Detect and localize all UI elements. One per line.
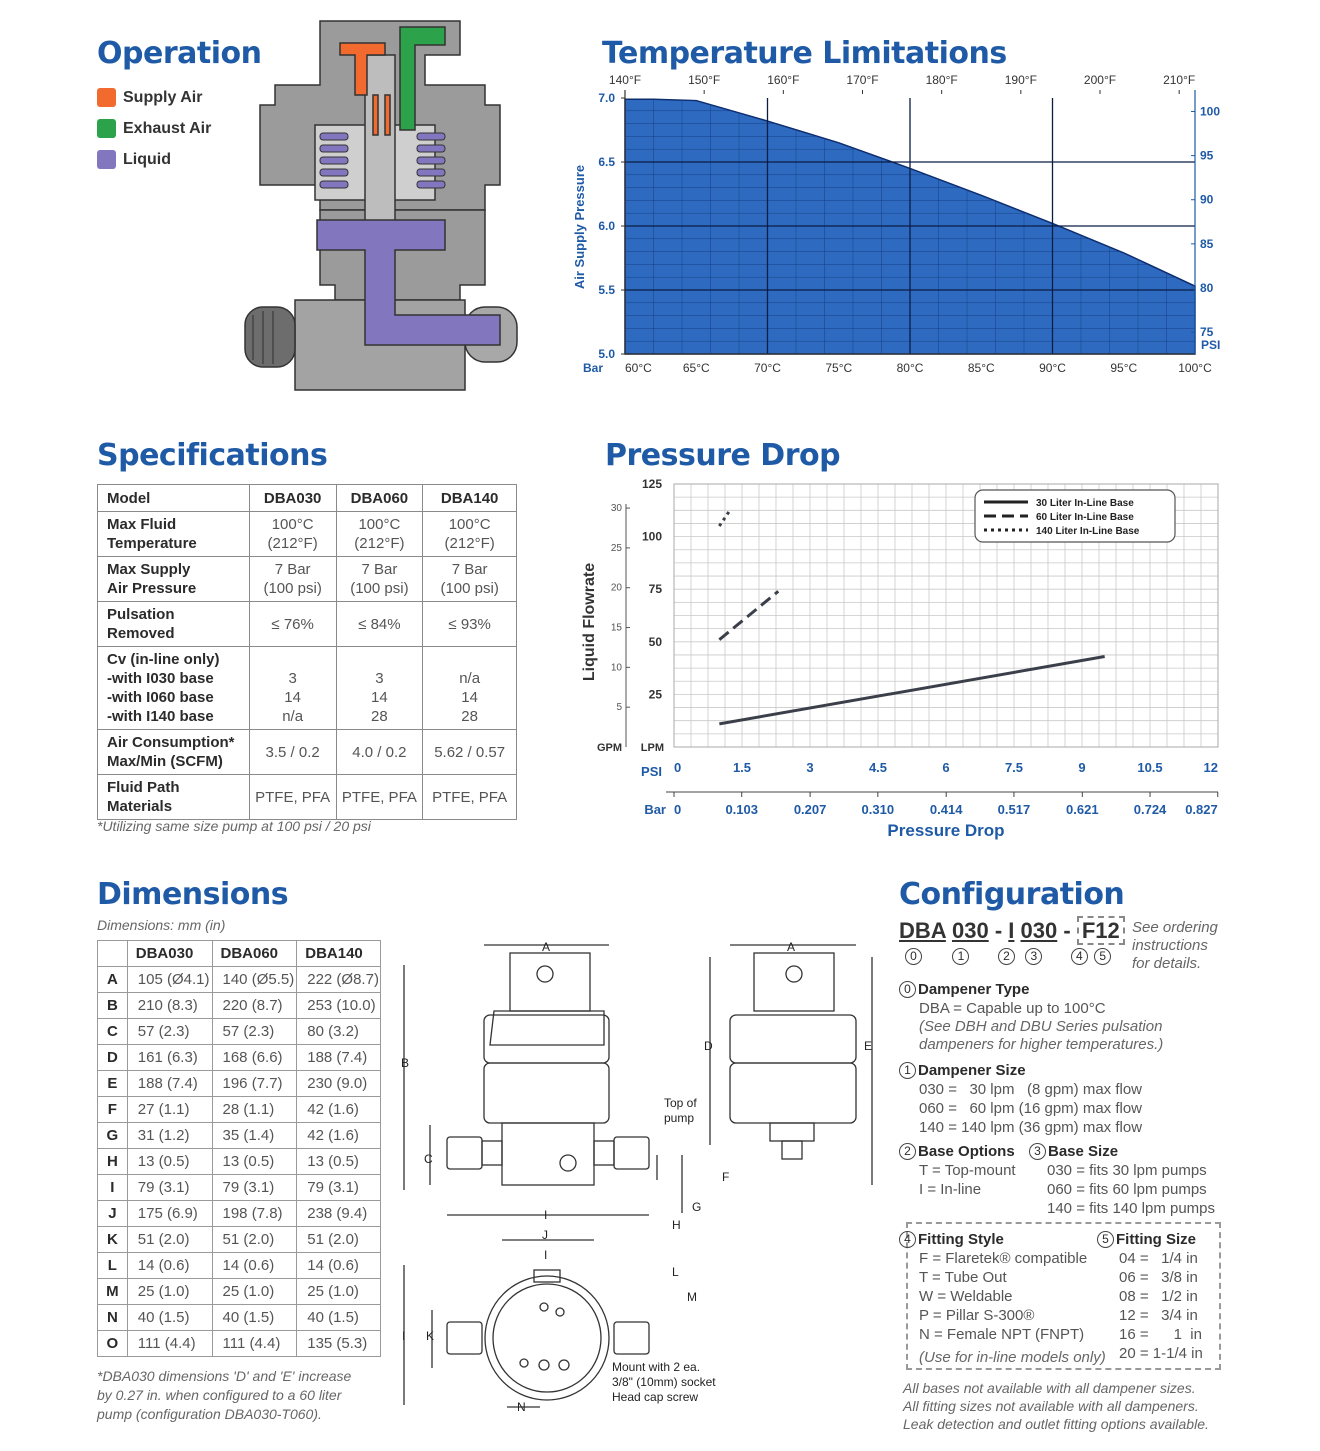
spec-row-label: Air Consumption* Max/Min (SCFM) <box>98 730 250 775</box>
dim-cell: 79 (3.1) <box>297 1175 381 1201</box>
temperature-y-label: Air Supply Pressure <box>572 164 587 290</box>
dim-cell: 51 (2.0) <box>212 1227 297 1253</box>
temperature-y-tick: 6.5 <box>598 155 615 169</box>
specifications-table <box>97 484 517 820</box>
temperature-x-tick: 65°C <box>682 361 710 375</box>
dim-cell: 168 (6.6) <box>212 1045 297 1071</box>
dim-row <box>98 1279 381 1305</box>
mount-label-1: Mount with 2 ea. <box>612 1360 701 1374</box>
temperature-x-tick: 80°C <box>896 361 924 375</box>
lpm-tick: 100 <box>641 529 662 544</box>
pressure-drop-y-label: Liquid Flowrate <box>581 562 598 682</box>
code-number: 3 <box>1025 948 1042 965</box>
spec-cell: 4.0 / 0.2 <box>336 730 423 775</box>
config-option-line: 030 = fits 30 lpm pumps <box>1047 1162 1207 1179</box>
config-option-line: 060 = fits 60 lpm pumps <box>1047 1181 1207 1198</box>
dim-cell: 111 (4.4) <box>212 1331 297 1357</box>
dim-row <box>98 1305 381 1331</box>
spec-row <box>98 512 517 557</box>
temperature-x-tick: 100°C <box>1178 361 1212 375</box>
spec-cell: 7 Bar (100 psi) <box>336 557 423 602</box>
dim-label-g: G <box>692 1200 702 1214</box>
section-number: 2 <box>899 1143 916 1160</box>
legend-entry: 30 Liter In-Line Base <box>1036 498 1134 509</box>
dim-key: D <box>98 1045 128 1071</box>
dim-cell: 198 (7.8) <box>212 1201 297 1227</box>
spec-row-label: Fluid Path Materials <box>98 775 250 820</box>
gpm-label: GPM <box>596 742 622 754</box>
psi-tick: 1.5 <box>732 760 752 775</box>
spec-cell: ≤ 76% <box>249 602 336 647</box>
spec-cell: PTFE, PFA <box>249 775 336 820</box>
dim-row <box>98 1175 381 1201</box>
config-option-line: W = Weldable <box>919 1288 1013 1305</box>
code-sep: - <box>1063 918 1071 943</box>
spec-row <box>98 647 517 730</box>
spec-row <box>98 730 517 775</box>
dim-cell: 188 (7.4) <box>297 1045 381 1071</box>
code-part: DBA <box>899 918 946 943</box>
exhaust-air-swatch <box>97 119 116 138</box>
spec-cell: 3.5 / 0.2 <box>249 730 336 775</box>
dim-row <box>98 967 381 993</box>
temperature-y-tick: 7.0 <box>598 91 615 105</box>
psi-tick: 3 <box>806 760 814 775</box>
psi-tick: 0 <box>674 760 682 775</box>
dim-header: DBA030 <box>127 941 212 967</box>
dampener-size-section <box>899 1061 1142 1137</box>
temperature-y-tick: 5.5 <box>598 283 615 297</box>
dim-label-i-bottom: I <box>544 1248 548 1262</box>
config-option-line: 20 = 1-1/4 in <box>1119 1345 1203 1362</box>
section-title: Base Options <box>918 1143 1015 1160</box>
dimensions-table <box>97 940 381 1357</box>
configuration-footnote: All bases not available with all dampener sizes. All fitting sizes not available with all dampeners. Leak detection and outlet fitting options available. <box>903 1380 1209 1432</box>
dampener-type-line: DBA = Capable up to 100°C <box>919 1000 1106 1017</box>
dampener-type-note: (See DBH and DBU Series pulsation dampeners for higher temperatures.) <box>919 1018 1164 1053</box>
dim-cell: 135 (5.3) <box>297 1331 381 1357</box>
legend-exhaust-air <box>97 119 211 138</box>
temperature-limitations-chart <box>560 72 1240 392</box>
dim-key: K <box>98 1227 128 1253</box>
spec-header: Model <box>98 485 250 512</box>
spec-cell: PTFE, PFA <box>423 775 517 820</box>
lpm-tick: 125 <box>641 477 662 491</box>
section-title: Dampener Type <box>918 981 1030 998</box>
spec-cell: ≤ 84% <box>336 602 423 647</box>
top-of-pump-label-1: Top of <box>664 1096 697 1110</box>
dim-row <box>98 1331 381 1357</box>
dim-cell: 80 (3.2) <box>297 1019 381 1045</box>
bar-tick: 0 <box>674 802 682 817</box>
temperature-right-tick: 100 <box>1200 104 1221 119</box>
see-ordering-note: See ordering instructions for details. <box>1132 919 1218 972</box>
config-option-line: P = Pillar S-300® <box>919 1307 1035 1324</box>
supply-air-swatch <box>97 88 116 107</box>
pressure-drop-title: Pressure Drop <box>605 438 841 473</box>
temperature-x-tick: 90°C <box>1039 361 1066 375</box>
dim-cell: 14 (0.6) <box>127 1253 212 1279</box>
spec-header: DBA030 <box>249 485 336 512</box>
code-number: 1 <box>952 948 969 965</box>
dim-row <box>98 1071 381 1097</box>
dim-key: E <box>98 1071 128 1097</box>
section-number: 0 <box>899 981 916 998</box>
dim-cell: 220 (8.7) <box>212 993 297 1019</box>
dim-header: DBA060 <box>212 941 297 967</box>
top-of-pump-label-2: pump <box>664 1111 695 1125</box>
temperature-top-tick: 160°F <box>767 73 800 87</box>
bar-label: Bar <box>644 802 666 817</box>
dim-row <box>98 1149 381 1175</box>
bar-tick: 0.621 <box>1066 802 1099 817</box>
temperature-y-tick: 5.0 <box>598 347 615 361</box>
dim-cell: 14 (0.6) <box>212 1253 297 1279</box>
dimensions-title: Dimensions <box>97 877 289 912</box>
dim-label-f: F <box>722 1170 730 1184</box>
code-number: 5 <box>1094 948 1111 965</box>
temperature-x-tick: 95°C <box>1110 361 1138 375</box>
config-option-line: I = In-line <box>919 1181 982 1198</box>
dim-row <box>98 1253 381 1279</box>
spec-cell: 100°C (212°F) <box>249 512 336 557</box>
spec-cell: 7 Bar (100 psi) <box>423 557 517 602</box>
gpm-tick: 25 <box>610 542 622 554</box>
dim-key: M <box>98 1279 128 1305</box>
dim-cell: 238 (9.4) <box>297 1201 381 1227</box>
dim-cell: 40 (1.5) <box>212 1305 297 1331</box>
pressure-drop-chart <box>570 472 1250 850</box>
config-option-line: 140 = 140 lpm (36 gpm) max flow <box>919 1119 1143 1136</box>
code-part: I <box>1008 918 1015 943</box>
section-title: Dampener Size <box>918 1062 1026 1079</box>
section-title: Fitting Size <box>1116 1231 1196 1248</box>
legend-entry: 140 Liter In-Line Base <box>1036 526 1140 537</box>
legend-label: Supply Air <box>123 88 203 106</box>
spec-cell: 100°C (212°F) <box>423 512 517 557</box>
dim-key: F <box>98 1097 128 1123</box>
psi-tick: 7.5 <box>1004 760 1024 775</box>
dimension-drawing <box>392 935 892 1420</box>
dim-cell: 13 (0.5) <box>212 1149 297 1175</box>
psi-tick: 6 <box>942 760 950 775</box>
operation-title: Operation <box>97 36 262 71</box>
config-option-line: 08 = 1/2 in <box>1119 1288 1198 1305</box>
spec-header: DBA140 <box>423 485 517 512</box>
dim-cell: 196 (7.7) <box>212 1071 297 1097</box>
spec-header-row <box>98 485 517 512</box>
dim-label-a-side: A <box>787 940 796 954</box>
dim-label-k: K <box>426 1329 435 1343</box>
base-size-section <box>1029 1142 1215 1218</box>
lpm-label: LPM <box>640 742 664 754</box>
dim-cell: 40 (1.5) <box>127 1305 212 1331</box>
dim-label-b: B <box>401 1056 410 1070</box>
psi-tick: 9 <box>1078 760 1086 775</box>
dim-key: A <box>98 967 128 993</box>
legend-label: Exhaust Air <box>123 119 212 137</box>
lpm-tick: 25 <box>648 687 662 702</box>
dim-cell: 51 (2.0) <box>127 1227 212 1253</box>
config-option-line: T = Tube Out <box>919 1269 1007 1286</box>
bar-tick: 0.724 <box>1133 802 1167 817</box>
dim-cell: 57 (2.3) <box>127 1019 212 1045</box>
dim-cell: 175 (6.9) <box>127 1201 212 1227</box>
psi-tick: 4.5 <box>868 760 888 775</box>
bar-tick: 0.517 <box>997 802 1031 817</box>
temperature-x-tick: 75°C <box>825 361 853 375</box>
dim-label-e: E <box>864 1039 873 1053</box>
dim-label-c: C <box>424 1152 433 1166</box>
dim-row <box>98 1045 381 1071</box>
temperature-right-unit: PSI <box>1201 338 1221 352</box>
specifications-title: Specifications <box>97 438 328 473</box>
spec-cell: PTFE, PFA <box>336 775 423 820</box>
dim-label-h: H <box>672 1218 681 1232</box>
dim-key: O <box>98 1331 128 1357</box>
dim-label-l: L <box>672 1265 679 1279</box>
dim-row <box>98 1123 381 1149</box>
dim-cell: 25 (1.0) <box>297 1279 381 1305</box>
dim-cell: 42 (1.6) <box>297 1097 381 1123</box>
dim-cell: 230 (9.0) <box>297 1071 381 1097</box>
fitting-style-note: (Use for in-line models only) <box>919 1349 1106 1366</box>
dim-cell: 35 (1.4) <box>212 1123 297 1149</box>
config-option-line: 06 = 3/8 in <box>1119 1269 1198 1286</box>
code-number: 4 <box>1071 948 1088 965</box>
dim-header: DBA140 <box>297 941 381 967</box>
dim-cell: 51 (2.0) <box>297 1227 381 1253</box>
spec-header: DBA060 <box>336 485 423 512</box>
temperature-right-tick: 80 <box>1200 280 1214 295</box>
config-option-line: T = Top-mount <box>919 1162 1016 1179</box>
temperature-top-tick: 210°F <box>1163 73 1196 87</box>
dim-cell: 222 (Ø8.7) <box>297 967 381 993</box>
spec-row <box>98 557 517 602</box>
bar-tick: 0.414 <box>929 802 963 817</box>
config-code <box>899 918 1125 944</box>
dim-cell: 42 (1.6) <box>297 1123 381 1149</box>
section-number: 4 <box>899 1231 916 1248</box>
dim-row <box>98 1097 381 1123</box>
dim-label-o: I <box>402 1329 406 1343</box>
section-number: 1 <box>899 1062 916 1079</box>
dim-cell: 188 (7.4) <box>127 1071 212 1097</box>
code-part: F12 <box>1077 916 1125 945</box>
dampener-cross-section-drawing <box>235 15 525 395</box>
spec-cell: 3 14 n/a <box>249 647 336 730</box>
spec-cell: 5.62 / 0.57 <box>423 730 517 775</box>
temperature-y-tick: 6.0 <box>598 219 615 233</box>
dim-cell: 140 (Ø5.5) <box>212 967 297 993</box>
psi-label: PSI <box>641 764 662 779</box>
config-option-line: 140 = fits 140 lpm pumps <box>1047 1200 1216 1217</box>
dim-cell: 79 (3.1) <box>212 1175 297 1201</box>
temperature-x-tick: 85°C <box>967 361 995 375</box>
lpm-tick: 50 <box>648 634 662 649</box>
dim-cell: 27 (1.1) <box>127 1097 212 1123</box>
section-number: 5 <box>1097 1231 1114 1248</box>
temperature-x-tick: 60°C <box>625 361 652 375</box>
gpm-tick: 30 <box>610 503 622 515</box>
config-option-line: 04 = 1/4 in <box>1119 1250 1198 1267</box>
section-title: Base Size <box>1048 1143 1119 1160</box>
temperature-right-tick: 95 <box>1200 148 1214 163</box>
bar-tick: 0.827 <box>1185 802 1218 817</box>
dim-label-n: N <box>517 1400 526 1414</box>
spec-row-label: Cv (in-line only) -with I030 base -with I060 base -with I140 base <box>98 647 250 730</box>
mount-label-2: 3/8" (10mm) socket <box>612 1375 716 1389</box>
dim-key: N <box>98 1305 128 1331</box>
spec-cell: 7 Bar (100 psi) <box>249 557 336 602</box>
dim-key: H <box>98 1149 128 1175</box>
code-sep: - <box>994 918 1003 943</box>
spec-row <box>98 775 517 820</box>
spec-row-label: Max Supply Air Pressure <box>98 557 250 602</box>
legend-supply-air <box>97 88 202 107</box>
section-title: Fitting Style <box>918 1231 1004 1248</box>
dim-cell: 253 (10.0) <box>297 993 381 1019</box>
dim-cell: 111 (4.4) <box>127 1331 212 1357</box>
temperature-top-tick: 180°F <box>925 73 958 87</box>
spec-cell: 100°C (212°F) <box>336 512 423 557</box>
lpm-tick: 75 <box>648 582 662 597</box>
dim-cell: 105 (Ø4.1) <box>127 967 212 993</box>
spec-cell: ≤ 93% <box>423 602 517 647</box>
base-options-section <box>899 1142 1016 1199</box>
temperature-top-tick: 190°F <box>1004 73 1037 87</box>
gpm-tick: 10 <box>610 662 622 674</box>
mount-label-3: Head cap screw <box>612 1390 699 1404</box>
temperature-right-tick: 85 <box>1200 236 1214 251</box>
dim-cell: 25 (1.0) <box>127 1279 212 1305</box>
config-option-line: 060 = 60 lpm (16 gpm) max flow <box>919 1100 1143 1117</box>
dim-key: G <box>98 1123 128 1149</box>
spec-row-label: Pulsation Removed <box>98 602 250 647</box>
dim-row <box>98 1227 381 1253</box>
dim-key: J <box>98 1201 128 1227</box>
temperature-top-tick: 170°F <box>846 73 879 87</box>
dim-label-j: J <box>542 1228 548 1242</box>
bar-tick: 0.103 <box>725 802 758 817</box>
dim-header <box>98 941 128 967</box>
dim-row <box>98 993 381 1019</box>
temperature-top-tick: 200°F <box>1083 73 1117 87</box>
gpm-tick: 5 <box>616 702 622 714</box>
dim-cell: 40 (1.5) <box>297 1305 381 1331</box>
code-part: 030 <box>951 918 989 943</box>
temperature-top-tick: 150°F <box>688 73 721 87</box>
dim-cell: 161 (6.3) <box>127 1045 212 1071</box>
dimensions-footnote: *DBA030 dimensions 'D' and 'E' increase by 0.27 in. when configured to a 60 liter pump (configuration DBA030-T060). <box>97 1368 352 1422</box>
legend-entry: 60 Liter In-Line Base <box>1036 512 1134 523</box>
dim-cell: 25 (1.0) <box>212 1279 297 1305</box>
dimensions-subtitle: Dimensions: mm (in) <box>97 917 226 933</box>
config-option-line: 16 = 1 in <box>1119 1326 1202 1343</box>
dim-cell: 28 (1.1) <box>212 1097 297 1123</box>
dampener-type-section <box>899 980 1163 1054</box>
spec-footnote: *Utilizing same size pump at 100 psi / 20 psi <box>97 818 371 834</box>
dim-key: I <box>98 1175 128 1201</box>
temperature-right-tick: 75 <box>1200 325 1214 340</box>
fitting-style-section <box>899 1230 1106 1367</box>
spec-cell: n/a 14 28 <box>423 647 517 730</box>
temperature-right-tick: 90 <box>1200 192 1214 207</box>
legend-liquid <box>97 150 171 169</box>
pressure-drop-x-label: Pressure Drop <box>887 821 1005 840</box>
dim-row <box>98 1201 381 1227</box>
spec-row <box>98 602 517 647</box>
gpm-tick: 20 <box>610 582 622 594</box>
config-option-line: 12 = 3/4 in <box>1119 1307 1198 1324</box>
fitting-size-section <box>1097 1230 1203 1363</box>
config-option-line: F = Flaretek® compatible <box>919 1250 1088 1267</box>
dim-cell: 31 (1.2) <box>127 1123 212 1149</box>
temperature-top-tick: 140°F <box>608 73 642 87</box>
code-numbers <box>905 948 1113 966</box>
psi-tick: 12 <box>1203 760 1218 775</box>
dim-header-row <box>98 941 381 967</box>
dim-cell: 14 (0.6) <box>297 1253 381 1279</box>
section-number: 3 <box>1029 1143 1046 1160</box>
dim-key: L <box>98 1253 128 1279</box>
dim-key: C <box>98 1019 128 1045</box>
dim-cell: 57 (2.3) <box>212 1019 297 1045</box>
dim-label-i: I <box>544 1208 548 1222</box>
dim-label-m: M <box>687 1290 697 1304</box>
dim-row <box>98 1019 381 1045</box>
dim-cell: 13 (0.5) <box>127 1149 212 1175</box>
bar-tick: 0.207 <box>793 802 827 817</box>
temperature-x-tick: 70°C <box>754 361 781 375</box>
temperature-y-unit: Bar <box>582 361 603 375</box>
config-option-line: 030 = 30 lpm (8 gpm) max flow <box>919 1081 1143 1098</box>
bar-tick: 0.310 <box>861 802 895 817</box>
dim-cell: 79 (3.1) <box>127 1175 212 1201</box>
spec-cell: 3 14 28 <box>336 647 423 730</box>
configuration-title: Configuration <box>899 877 1125 912</box>
code-number: 2 <box>998 948 1015 965</box>
code-part: 030 <box>1020 918 1058 943</box>
dim-cell: 210 (8.3) <box>127 993 212 1019</box>
code-number: 0 <box>905 948 922 965</box>
temperature-title: Temperature Limitations <box>602 36 1007 71</box>
config-option-line: N = Female NPT (FNPT) <box>919 1326 1085 1343</box>
dim-label-a: A <box>542 940 551 954</box>
pressure-drop-legend <box>975 490 1175 542</box>
dim-cell: 13 (0.5) <box>297 1149 381 1175</box>
legend-label: Liquid <box>123 150 171 168</box>
dim-key: B <box>98 993 128 1019</box>
liquid-swatch <box>97 150 116 169</box>
psi-tick: 10.5 <box>1137 760 1163 775</box>
spec-row-label: Max Fluid Temperature <box>98 512 250 557</box>
dim-label-d: D <box>704 1039 713 1053</box>
gpm-tick: 15 <box>610 622 622 634</box>
